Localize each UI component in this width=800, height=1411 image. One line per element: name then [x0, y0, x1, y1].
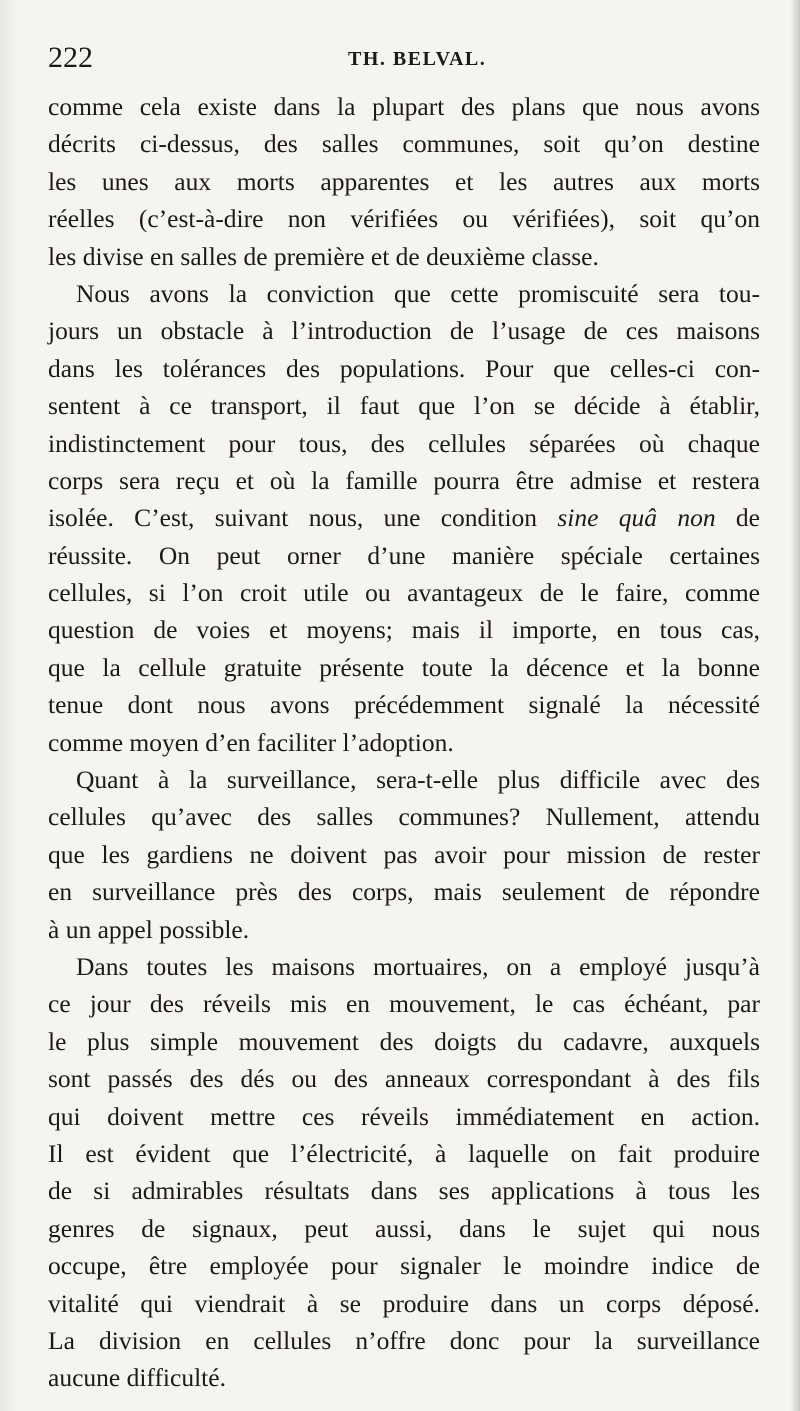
text-line: Dans toutes les maisons mortuaires, on a employé jusqu’à — [76, 951, 760, 981]
latin-phrase: sine quâ non — [557, 503, 716, 533]
text-line: Quant à la surveillance, sera-t-elle plus difficile avec des — [76, 765, 760, 795]
text-line: sentent à ce transport, il faut que l’on se décide à établir, — [48, 391, 760, 421]
text-line: comme moyen d’en faciliter l’adoption. — [48, 727, 454, 757]
text-line: tenue dont nous avons précédemment signalé la nécessité — [48, 690, 760, 720]
text-line: Il est évident que l’électricité, à laquelle on fait produire — [48, 1138, 760, 1168]
text-line: indistinctement pour tous, des cellules séparées où chaque — [48, 428, 760, 458]
text-line-with-latin — [48, 499, 760, 536]
text-line: les unes aux morts apparentes et les autres aux morts — [48, 166, 760, 196]
text-line: décrits ci-dessus, des salles communes, soit qu’on destine — [48, 129, 760, 159]
text-line: réelles (c’est-à-dire non vérifiées ou vérifiées), soit qu’on — [48, 204, 760, 234]
text-line: cellules qu’avec des salles communes? Nullement, attendu — [48, 802, 760, 832]
page-header — [48, 38, 760, 78]
text-line: comme cela existe dans la plupart des plans que nous avons — [48, 92, 760, 121]
text-line: dans les tolérances des populations. Pour que celles-ci con- — [48, 353, 760, 383]
page-number: 222 — [48, 41, 93, 74]
text-line: corps sera reçu et où la famille pourra être admise et restera — [48, 465, 760, 495]
text-line: Nous avons la conviction que cette promiscuité sera tou- — [76, 278, 760, 308]
text-line: jours un obstacle à l’introduction de l’usage de ces maisons — [48, 316, 760, 346]
text-line: de si admirables résultats dans ses applications à tous les — [48, 1176, 760, 1206]
text-line: aucune difficulté. — [48, 1363, 226, 1393]
line-segment: isolée. C’est, suivant nous, une condition — [48, 503, 558, 533]
text-line: le plus simple mouvement des doigts du cadavre, auxquels — [48, 1026, 760, 1056]
line-segment: de — [715, 503, 761, 533]
text-line: sont passés des dés ou des anneaux correspondant à des fils — [48, 1064, 760, 1094]
text-line: occupe, être employée pour signaler le moindre indice de — [48, 1251, 760, 1281]
text-line: que la cellule gratuite présente toute la décence et la bonne — [48, 652, 760, 682]
text-line: question de voies et moyens; mais il importe, en tous cas, — [48, 615, 760, 645]
text-line: à un appel possible. — [48, 914, 250, 944]
text-line: genres de signaux, peut aussi, dans le sujet qui nous — [48, 1213, 760, 1243]
text-line: qui doivent mettre ces réveils immédiatement en action. — [48, 1101, 760, 1131]
text-line: La division en cellules n’offre donc pour la surveillance — [48, 1325, 760, 1355]
text-line: les divise en salles de première et de deuxième classe. — [48, 241, 599, 271]
running-head: TH. BELVAL. — [348, 48, 487, 70]
text-line: ce jour des réveils mis en mouvement, le cas échéant, par — [48, 989, 760, 1019]
text-line: réussite. On peut orner d’une manière spéciale certaines — [48, 540, 760, 570]
body-text — [48, 88, 760, 1397]
text-line: que les gardiens ne doivent pas avoir pour mission de rester — [48, 839, 760, 869]
text-line: en surveillance près des corps, mais seulement de répondre — [48, 877, 760, 907]
text-line: cellules, si l’on croit utile ou avantageux de le faire, comme — [48, 578, 760, 608]
text-line: vitalité qui viendrait à se produire dans un corps déposé. — [48, 1288, 760, 1318]
